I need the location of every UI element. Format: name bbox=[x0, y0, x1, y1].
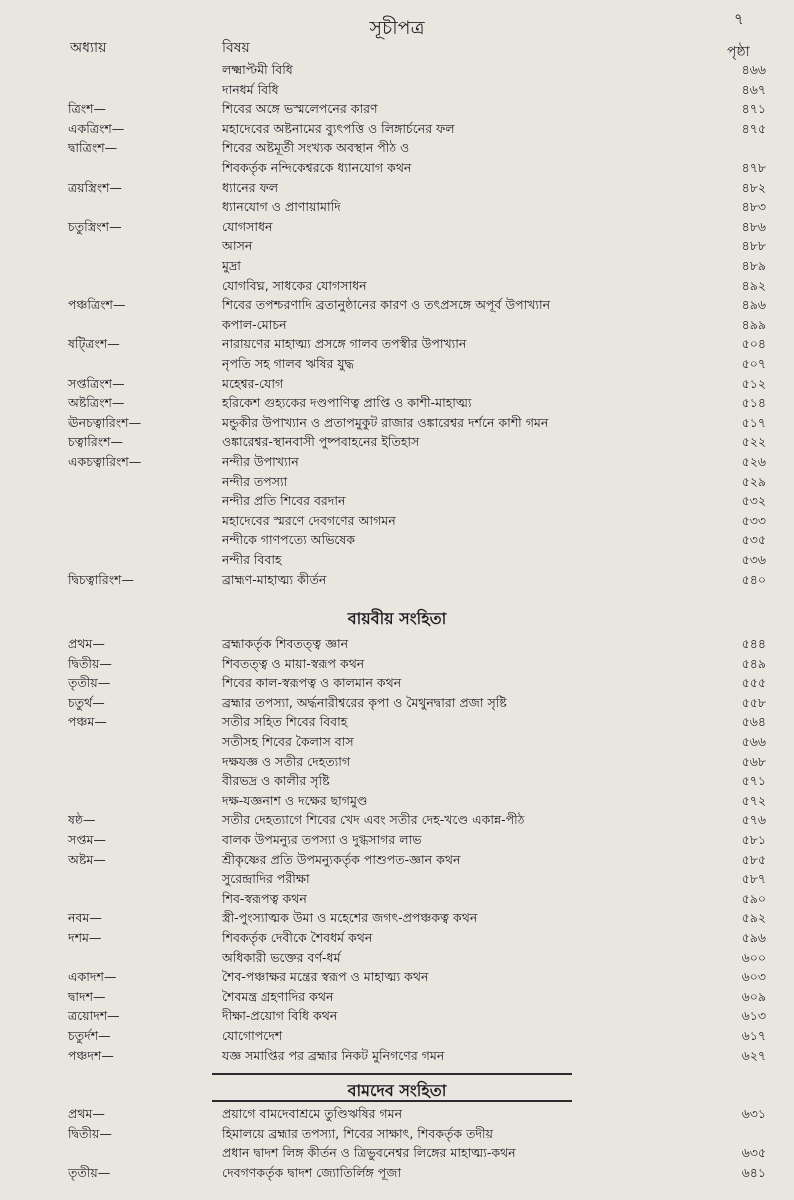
toc-row bbox=[0, 354, 794, 373]
toc-row bbox=[0, 928, 794, 947]
toc-row bbox=[0, 256, 794, 275]
toc-subject: সতীর দেহত্যাগে শিবের খেদ এবং সতীর দেহ-খণ্ডে একান্ন-পীঠ bbox=[222, 812, 525, 828]
toc-chapter: অষ্টত্রিংশ— bbox=[68, 395, 125, 411]
toc-page: ৫৪০ bbox=[741, 571, 766, 587]
toc-row bbox=[0, 452, 794, 471]
page-number: ৭ bbox=[734, 10, 744, 28]
toc-page: ৫৭৬ bbox=[741, 812, 766, 828]
toc-subject: নন্দীর প্রতি শিবের বরদান bbox=[222, 493, 346, 509]
watermark-logo bbox=[520, 618, 521, 619]
toc-page: ৫৯০ bbox=[741, 890, 766, 906]
toc-row bbox=[0, 530, 794, 549]
toc-subject: ধ্যানযোগ ও প্রাণায়ামাদি bbox=[222, 199, 341, 215]
toc-page: ৫২৬ bbox=[741, 454, 766, 469]
toc-chapter: একাদশ— bbox=[68, 969, 117, 985]
toc-row bbox=[0, 948, 794, 967]
toc-row bbox=[0, 1163, 794, 1182]
toc-page: ৪৮৮ bbox=[741, 238, 766, 254]
toc-row bbox=[0, 276, 794, 295]
toc-subject: যোগবিঘ্ন, সাধকের যোগসাধন bbox=[222, 277, 367, 293]
toc-subject: ব্রহ্মাকর্তৃক শিবতত্ত্ব জ্ঞান bbox=[222, 636, 349, 651]
toc-subject: শিবকর্তৃক দেবীকে শৈবধর্ম কথন bbox=[222, 930, 373, 945]
toc-page: ৪৯২ bbox=[741, 277, 766, 293]
toc-page: ৪৬৭ bbox=[741, 81, 766, 97]
toc-page: ৪৮৬ bbox=[741, 218, 766, 234]
toc-page: ৬৪১ bbox=[741, 1164, 766, 1180]
toc-page: ৫৬৮ bbox=[741, 753, 766, 769]
toc-row bbox=[0, 1143, 794, 1162]
toc-row bbox=[0, 810, 794, 829]
toc-row bbox=[0, 178, 794, 197]
toc-chapter: তৃতীয়— bbox=[68, 675, 111, 691]
toc-page: ৪৮৯ bbox=[741, 258, 766, 273]
toc-subject: মন্ডুকীর উপাখ্যান ও প্রতাপমুকুট রাজার ওঙ্কারেশ্বর দর্শনে কাশী গমন bbox=[222, 414, 549, 430]
column-header-chapter: অধ্যায় bbox=[70, 40, 107, 56]
toc-subject: শৈবমন্ত্র গ্রহণাদির কথন bbox=[222, 988, 334, 1004]
toc-chapter: চতুর্থ— bbox=[68, 694, 105, 710]
toc-chapter: একত্রিংশ— bbox=[68, 120, 125, 136]
toc-chapter: সপ্তত্রিংশ— bbox=[68, 375, 125, 391]
toc-row bbox=[0, 908, 794, 927]
toc-subject: শ্রীকৃষ্ণের প্রতি উপমন্যুকর্তৃক পাশুপত-জ্ঞান কথন bbox=[222, 851, 461, 867]
toc-subject: শিবের তপশ্চরণাদি ব্রতানুষ্ঠানের কারণ ও তৎপ্রসঙ্গে অপূর্ব উপাখ্যান bbox=[222, 297, 551, 313]
toc-page: ৪৮৩ bbox=[741, 199, 766, 215]
toc-subject: মহেশ্বর-যোগ bbox=[222, 375, 284, 391]
toc-page: ৫৩৩ bbox=[741, 512, 766, 528]
toc-page: ৫৫৫ bbox=[741, 675, 766, 691]
toc-row bbox=[0, 830, 794, 849]
toc-chapter: দ্বাত্রিংশ— bbox=[68, 140, 118, 156]
column-header-subject: বিষয় bbox=[222, 40, 250, 56]
toc-row bbox=[0, 889, 794, 908]
toc-page: ৪৯৬ bbox=[741, 297, 766, 313]
toc-chapter: অষ্টম— bbox=[68, 851, 106, 867]
toc-subject: বালক উপমন্যুর তপস্যা ও দুগ্ধসাগর লাভ bbox=[222, 832, 422, 847]
toc-subject: প্রধান দ্বাদশ লিঙ্গ কীর্তন ও ত্রিভুবনেশ্বর লিঙ্গের মাহাত্ম্য-কথন bbox=[222, 1145, 516, 1161]
toc-subject: লক্ষ্মাপ্টমী বিধি bbox=[222, 62, 293, 77]
toc-page: ৬৩১ bbox=[741, 1106, 766, 1121]
toc-row bbox=[0, 850, 794, 869]
toc-chapter: দশম— bbox=[68, 930, 102, 945]
toc-subject: সুরেন্দ্রাদির পরীক্ষা bbox=[222, 871, 310, 887]
toc-row bbox=[0, 374, 794, 393]
toc-page: ৬২৭ bbox=[741, 1047, 766, 1063]
toc-page: ৬১৩ bbox=[741, 1008, 766, 1024]
section-heading-vayaviya: বায়বীয় সংহিতা bbox=[347, 609, 447, 628]
toc-subject: কপাল-মোচন bbox=[222, 316, 287, 332]
toc-subject: হরিকেশ গুহ্যকের দণ্ডপাণিত্ব প্রাপ্তি ও কাশী-মাহাত্ম্য bbox=[222, 395, 472, 411]
toc-chapter: দ্বিতীয়— bbox=[68, 655, 112, 671]
toc-page: ৫৮৭ bbox=[741, 871, 766, 887]
toc-page: ৫৮৫ bbox=[741, 851, 766, 867]
toc-page: ৫৯২ bbox=[741, 910, 766, 926]
toc-page: ৫৭১ bbox=[741, 773, 766, 789]
toc-page: ৫৩৫ bbox=[741, 532, 766, 548]
toc-page: ৬৩৫ bbox=[741, 1145, 766, 1161]
section-heading-vamadeva: বামদেব সংহিতা bbox=[347, 1081, 447, 1100]
toc-subject: দেবগণকর্তৃক দ্বাদশ জ্যোতির্লিঙ্গ পূজা bbox=[222, 1164, 402, 1180]
toc-row bbox=[0, 752, 794, 771]
toc-subject: ব্রহ্মার তপস্যা, অর্দ্ধনারীশ্বরের কৃপা ও মৈথুনদ্বারা প্রজা সৃষ্টি bbox=[222, 694, 507, 710]
toc-chapter: পঞ্চম— bbox=[68, 714, 107, 730]
toc-subject: প্রয়াগে বামদেবাশ্রমে তুণ্ডিঋষির গমন bbox=[222, 1106, 403, 1121]
toc-page: ৫৯৬ bbox=[741, 930, 766, 945]
divider-rule bbox=[212, 1100, 572, 1102]
toc-subject: আসন bbox=[222, 238, 253, 254]
toc-subject: নৃপতি সহ গালব ঋষির যুদ্ধ bbox=[222, 356, 354, 371]
toc-chapter: নবম— bbox=[68, 910, 102, 926]
toc-row bbox=[0, 119, 794, 138]
toc-chapter: ত্রিংশ— bbox=[68, 101, 107, 117]
toc-chapter: প্রথম— bbox=[68, 636, 105, 651]
toc-subject: বীরভদ্র ও কালীর সৃষ্টি bbox=[222, 773, 330, 789]
toc-page: ৪৭১ bbox=[741, 101, 766, 117]
toc-chapter: দ্বাদশ— bbox=[68, 988, 106, 1004]
toc-subject: শিবের অঙ্গে ভস্মলেপনের কারণ bbox=[222, 101, 378, 117]
toc-subject: ব্রাহ্মণ-মাহাত্ম্য কীর্তন bbox=[222, 571, 327, 587]
toc-subject: শিবতত্ত্ব ও মায়া-স্বরূপ কথন bbox=[222, 655, 365, 671]
toc-row bbox=[0, 1046, 794, 1065]
toc-subject: মহাদেবের অষ্টনামের ব্যুৎপত্তি ও লিঙ্গার্চনের ফল bbox=[222, 120, 455, 136]
toc-row bbox=[0, 413, 794, 432]
toc-row bbox=[0, 158, 794, 177]
toc-row bbox=[0, 60, 794, 79]
toc-page: ৫১৭ bbox=[741, 414, 766, 430]
toc-subject: শিবের কাল-স্বরূপত্ব ও কালমান কথন bbox=[222, 675, 402, 691]
toc-chapter: চতুস্ত্রিংশ— bbox=[68, 218, 122, 234]
toc-chapter: চত্বারিংশ— bbox=[68, 434, 123, 450]
toc-subject: অধিকারী ভক্তের বর্ণ-ধর্ম bbox=[222, 949, 341, 965]
toc-page: ৬০৩ bbox=[741, 969, 766, 985]
toc-row bbox=[0, 987, 794, 1006]
toc-chapter: ঊনচত্বারিংশ— bbox=[68, 414, 142, 430]
toc-row bbox=[0, 1006, 794, 1025]
toc-page: ৫৪৪ bbox=[741, 636, 766, 651]
toc-page: ৫৮১ bbox=[741, 832, 766, 847]
toc-subject: শৈব-পঞ্চাক্ষর মন্ত্রের স্বরূপ ও মাহাত্ম্য কথন bbox=[222, 969, 429, 985]
toc-page: ৫২৯ bbox=[741, 473, 766, 489]
toc-row bbox=[0, 771, 794, 790]
toc-page: ৫৫৮ bbox=[741, 694, 766, 710]
toc-page: ৬১৭ bbox=[741, 1028, 766, 1043]
divider-rule bbox=[212, 1073, 572, 1075]
toc-row bbox=[0, 99, 794, 118]
toc-row bbox=[0, 491, 794, 510]
toc-page: ৪৭৫ bbox=[741, 120, 766, 136]
toc-chapter: ত্রয়োদশ— bbox=[68, 1008, 120, 1024]
toc-subject: সতীসহ শিবের কৈলাস বাস bbox=[222, 734, 354, 749]
toc-row bbox=[0, 673, 794, 692]
toc-row bbox=[0, 732, 794, 751]
toc-row bbox=[0, 634, 794, 653]
toc-row bbox=[0, 295, 794, 314]
toc-row bbox=[0, 869, 794, 888]
toc-row bbox=[0, 334, 794, 353]
toc-subject: সতীর সহিত শিবের বিবাহ bbox=[222, 714, 348, 730]
toc-subject: দক্ষযজ্ঞ ও সতীর দেহত্যাগ bbox=[222, 753, 351, 769]
toc-row bbox=[0, 80, 794, 99]
toc-subject: নন্দীর বিবাহ bbox=[222, 552, 282, 567]
toc-row bbox=[0, 236, 794, 255]
toc-chapter: ত্রয়স্ত্রিংশ— bbox=[68, 179, 122, 195]
toc-subject: মহাদেবের স্মরণে দেবগণের আগমন bbox=[222, 512, 396, 528]
toc-chapter: ষট্ত্রিংশ— bbox=[68, 336, 120, 352]
toc-row bbox=[0, 1104, 794, 1123]
toc-subject: যোগসাধন bbox=[222, 218, 273, 234]
toc-chapter: চতুর্দশ— bbox=[68, 1028, 111, 1043]
toc-row bbox=[0, 654, 794, 673]
toc-subject: নন্দীকে গাণপত্যে অভিষেক bbox=[222, 532, 356, 548]
toc-row bbox=[0, 393, 794, 412]
toc-chapter: ষষ্ঠ— bbox=[68, 812, 96, 828]
toc-page: ৪৭৮ bbox=[741, 160, 766, 175]
toc-subject: মুদ্রা bbox=[222, 258, 241, 273]
toc-chapter: প্রথম— bbox=[68, 1106, 105, 1121]
toc-chapter: একচত্বারিংশ— bbox=[68, 454, 142, 469]
toc-row bbox=[0, 1124, 794, 1143]
toc-page: ৫০৭ bbox=[741, 356, 766, 371]
toc-row bbox=[0, 472, 794, 491]
toc-row bbox=[0, 712, 794, 731]
toc-page: ৫০৪ bbox=[741, 336, 766, 352]
toc-subject: দীক্ষা-প্রয়োগ বিধি কথন bbox=[222, 1008, 338, 1024]
toc-chapter: তৃতীয়— bbox=[68, 1164, 111, 1180]
toc-row bbox=[0, 217, 794, 236]
toc-page: ৫৩২ bbox=[741, 493, 766, 509]
toc-chapter: পঞ্চদশ— bbox=[68, 1047, 114, 1063]
toc-subject: যজ্ঞ সমাপ্তির পর ব্রহ্মার নিকট মুনিগণের গমন bbox=[222, 1047, 445, 1063]
toc-row bbox=[0, 791, 794, 810]
toc-page: ৪৬৬ bbox=[741, 62, 766, 77]
toc-subject: যোগোপদেশ bbox=[222, 1028, 283, 1043]
toc-chapter: সপ্তম— bbox=[68, 832, 106, 847]
toc-page: ৫২২ bbox=[741, 434, 766, 450]
toc-row bbox=[0, 1026, 794, 1045]
toc-chapter: পঞ্চত্রিংশ— bbox=[68, 297, 126, 313]
toc-subject: নন্দীর উপাখ্যান bbox=[222, 454, 299, 469]
toc-row bbox=[0, 197, 794, 216]
column-header-page: পৃষ্ঠা bbox=[727, 44, 750, 60]
toc-subject: নন্দীর তপস্যা bbox=[222, 473, 288, 489]
toc-subject: দক্ষ-যজ্ঞনাশ ও দক্ষের ছাগমুণ্ড bbox=[222, 792, 368, 808]
toc-subject: শিবকর্তৃক নন্দিকেশ্বরকে ধ্যানযোগ কথন bbox=[222, 160, 412, 175]
toc-page: ৪৯৯ bbox=[741, 316, 766, 332]
toc-page: ৫৪৯ bbox=[741, 655, 766, 671]
toc-page: ৫৬৬ bbox=[741, 734, 766, 749]
toc-page: ৬০০ bbox=[741, 949, 766, 965]
toc-row bbox=[0, 511, 794, 530]
toc-page: ৫৭২ bbox=[741, 792, 766, 808]
toc-subject: ওঙ্কারেশ্বর-স্থানবাসী পুষ্পবাহনের ইতিহাস bbox=[222, 434, 420, 450]
toc-subject: শিবের অষ্টমূর্তী সংখ্যক অবস্থান পীঠ ও bbox=[222, 140, 410, 156]
toc-row bbox=[0, 570, 794, 589]
toc-subject: দানধর্ম বিধি bbox=[222, 81, 279, 97]
toc-row bbox=[0, 315, 794, 334]
toc-row bbox=[0, 432, 794, 451]
toc-page: ৫১২ bbox=[741, 375, 766, 391]
page-title: সূচীপত্র bbox=[369, 17, 425, 39]
toc-page: ৬০৯ bbox=[741, 988, 766, 1004]
toc-subject: হিমালয়ে ব্রহ্মার তপস্যা, শিবের সাক্ষাৎ, শিবকর্তৃক তদীয় bbox=[222, 1125, 493, 1141]
toc-row bbox=[0, 138, 794, 157]
toc-subject: শিব-স্বরূপত্ব কথন bbox=[222, 890, 307, 906]
toc-chapter: দ্বিতীয়— bbox=[68, 1125, 112, 1141]
toc-row bbox=[0, 693, 794, 712]
toc-row bbox=[0, 550, 794, 569]
toc-page: ৪৮২ bbox=[741, 179, 766, 195]
toc-page: ৫৩৬ bbox=[741, 552, 766, 567]
toc-subject: ধ্যানের ফল bbox=[222, 179, 279, 195]
toc-page: ৫৬৪ bbox=[741, 714, 766, 730]
toc-subject: নারায়ণের মাহাত্ম্য প্রসঙ্গে গালব তপস্বীর উপাখ্যান bbox=[222, 336, 467, 352]
toc-row bbox=[0, 967, 794, 986]
toc-chapter: দ্বিচত্বারিংশ— bbox=[68, 571, 134, 587]
toc-page: ৫১৪ bbox=[741, 395, 766, 411]
toc-subject: স্ত্রী-পুংস্যাত্মক উমা ও মহেশের জগৎ-প্রপঞ্চকত্ব কথন bbox=[222, 910, 478, 926]
